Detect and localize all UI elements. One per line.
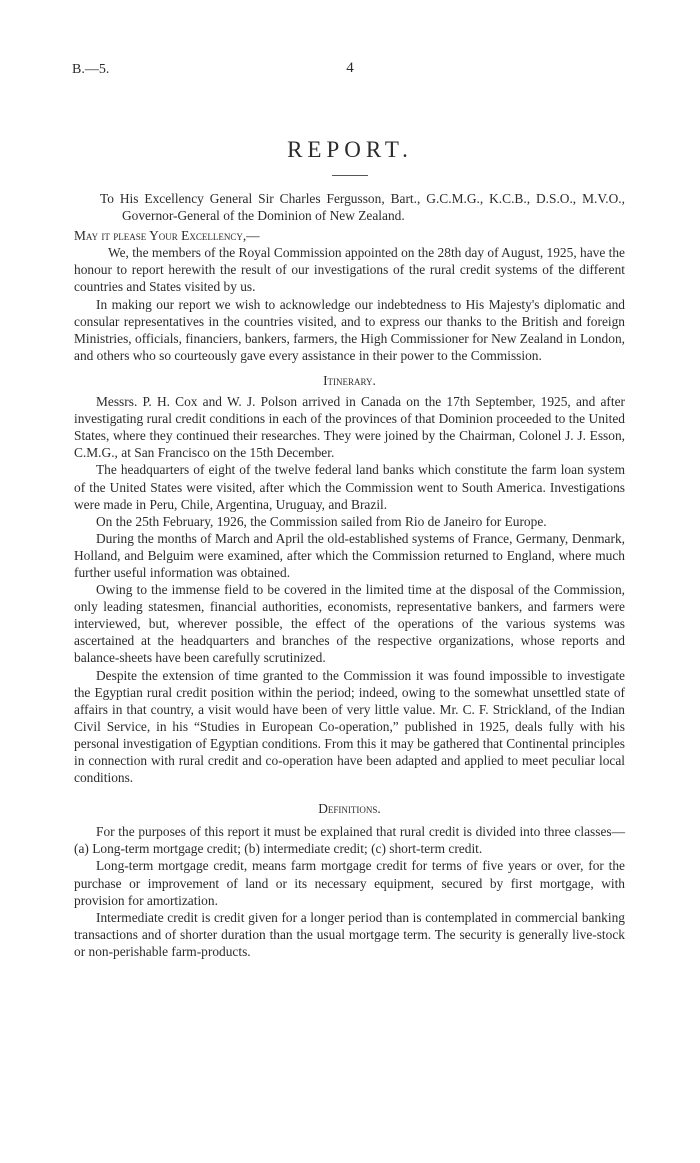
report-body bbox=[74, 190, 625, 960]
document-reference: B.—5. bbox=[72, 62, 110, 77]
definitions-paragraph-1: For the purposes of this report it must be explained that rural credit is divided into three classes—(a) Long-term mortgage credit; (b) intermediate credit; (c) short-term credit. bbox=[74, 824, 625, 857]
page-number: 4 bbox=[346, 60, 354, 76]
intro-paragraph-2: In making our report we wish to acknowledge our indebtedness to His Majesty's diplomatic and consular representatives in the countries visited, and to express our thanks to the British and foreign Ministries, officials, financiers, bankers, farmers, the High Commissioner for New Zealand in London, and others who so courteously gave every assistance in their power to the Commission. bbox=[74, 296, 625, 363]
definitions-heading: Definitions. bbox=[318, 801, 381, 817]
itinerary-paragraph-2: The headquarters of eight of the twelve federal land banks which constitute the farm loan system of the United States were visited, after which the Commission went to South America. Investigations were made in Peru, Chile, Argentina, Uruguay, and Brazil. bbox=[74, 462, 625, 512]
itinerary-paragraph-4: During the months of March and April the old-established systems of France, Germany, Denmark, Holland, and Belguim were examined, after which the Commission returned to England, where much further useful information was obtained. bbox=[74, 530, 625, 580]
itinerary-paragraph-5: Owing to the immense field to be covered in the limited time at the disposal of the Commission, only leading statesmen, financial authorities, economists, representative bankers, and farmers were interviewed, but, wherever possible, the effect of the operations of the various systems was ascertained at the headquarters and branches of the respective organizations, whose reports and balance-sheets have been carefully scrutinized. bbox=[74, 582, 625, 666]
itinerary-heading: Itinerary. bbox=[323, 372, 376, 388]
report-title: REPORT. bbox=[287, 137, 413, 162]
salutation: May it please Your Excellency,— bbox=[74, 228, 260, 244]
definitions-paragraph-3: Intermediate credit is credit given for a longer period than is contemplated in commercial banking transactions and of shorter duration than the usual mortgage term. The security is generally live-stock or non-perishable farm-products. bbox=[74, 909, 625, 959]
intro-paragraph-1: We, the members of the Royal Commission appointed on the 28th day of August, 1925, have the honour to report herewith the result of our investigations of the rural credit systems of the different countries and States visited by us. bbox=[74, 245, 625, 295]
itinerary-paragraph-3: On the 25th February, 1926, the Commission sailed from Rio de Janeiro for Europe. bbox=[96, 513, 547, 529]
address-line: To His Excellency General Sir Charles Fergusson, Bart., G.C.M.G., K.C.B., D.S.O., M.V.O., Governor-General of the Dominion of New Zealand. bbox=[100, 191, 625, 224]
definitions-paragraph-2: Long-term mortgage credit, means farm mortgage credit for terms of five years or over, for the purchase or improvement of land or its necessary equipment, secured by first mortgage, with provision for amortization. bbox=[74, 858, 625, 908]
itinerary-paragraph-6: Despite the extension of time granted to the Commission it was found impossible to investigate the Egyptian rural credit position within the period; indeed, owing to the somewhat unsettled state of affairs in that country, a visit would have been of very little value. Mr. C. F. Strickland, of the Indian Civil Service, in his “Studies in European Co-operation,” published in 1925, deals fully with his personal investigation of Egyptian conditions. From this it may be gathered that Continental principles in connection with rural credit and co-operation have been adapted and applied to meet peculiar local conditions. bbox=[74, 667, 625, 786]
itinerary-paragraph-1: Messrs. P. H. Cox and W. J. Polson arrived in Canada on the 17th September, 1925, and after investigating rural credit conditions in each of the provinces of that Dominion proceeded to the United States, where they continued their researches. They were joined by the Chairman, Colonel J. J. Esson, C.M.G., at San Francisco on the 15th December. bbox=[74, 394, 625, 461]
title-divider bbox=[332, 175, 368, 176]
